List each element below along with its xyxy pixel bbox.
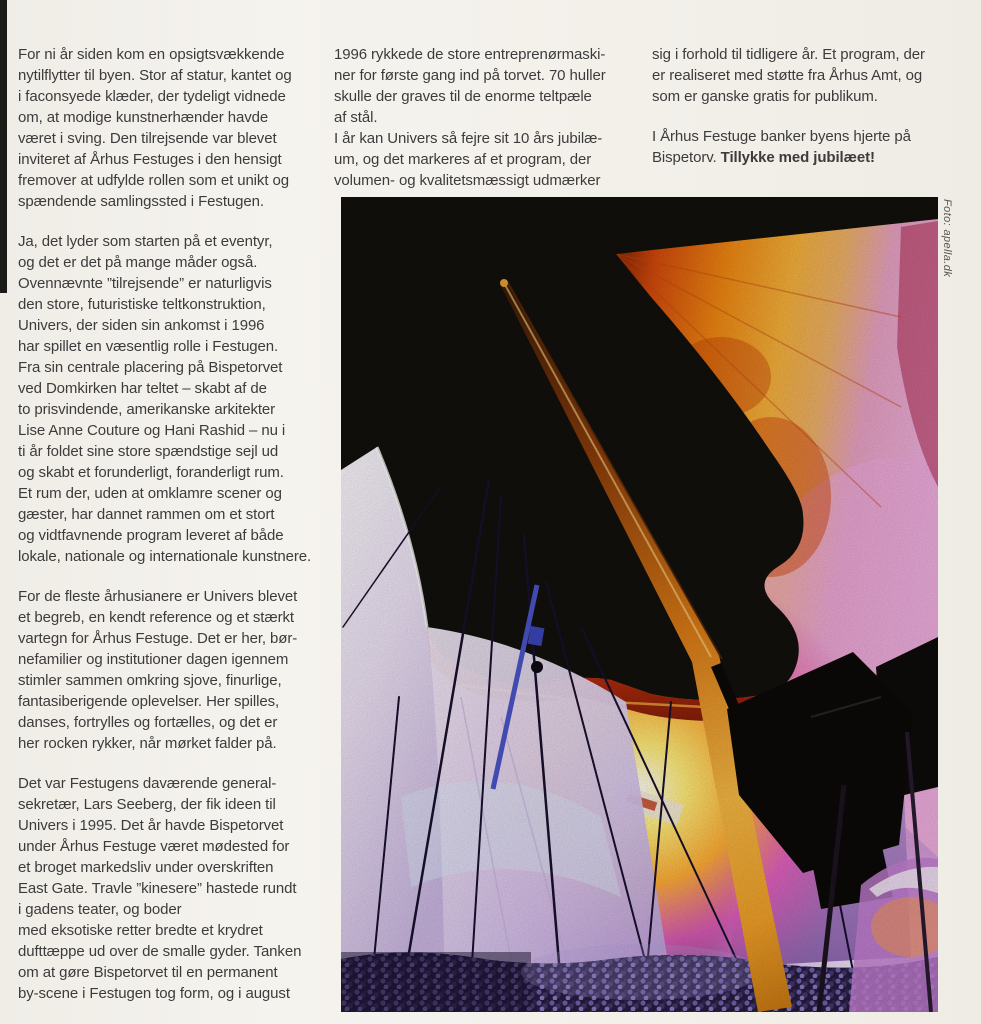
paragraph: For ni år siden kom en opsigtsvækkende nytilflytter til byen. Stor af statur, kantet og i faconsyede klæder, der tydeligt vidnede om, at modige kunstnerhænder havde været i sving. Den tilrejsende var blevet inviteret af Århus Festuges i den hensigt fremover at udfylde rollen som et unikt og spændende samlingssted i Festugen. [18,46,292,210]
closing-line: I Århus Festuge banker byens hjerte på [652,128,911,145]
paragraph: 1996 rykkede de store entreprenørmaski- ner for første gang ind på torvet. 70 huller skulle der graves til de enorme teltpæle af stål. I år kan Univers så fejre sit 10 års jubilæ- um, og det markeres af et program, der volumen- og kvalitetsmæssigt udmærker [334,46,606,189]
festival-photo [341,197,938,1012]
article-column-middle [334,44,646,210]
paragraph: Ja, det lyder som starten på et eventyr, og det er det på mange måder også. Ovennævnte ”tilrejsende” er naturligvis den store, futuristiske teltkonstruktion, Univers, der siden sin ankomst i 1996 har spillet en væsentlig rolle i Festugen. Fra sin centrale placering på Bispetorvet ved Domkirken har teltet – skabt af de to prisvindende, amerikanske arkitekter Lise Anne Couture og Hani Rashid – nu i ti år foldet sine store spændstige sejl ud og skabt et forunderligt, foranderligt rum. Et rum der, uden at omklamre scener og gæster, har dannet rammen om et stort og vidtfavnende program leveret af både lokale, nationale og internationale kunstnere. [18,233,312,565]
article-column-left [18,44,333,1023]
paragraph: sig i forhold til tidligere år. Et program, der er realiseret med støtte fra Århus Amt, og som er ganske gratis for publikum. [652,46,925,105]
photo-credit: Foto: apella.dk [941,199,953,278]
closing-line-normal: Bispetorv. [652,149,721,166]
paragraph: For de fleste århusianere er Univers blevet et begreb, en kendt reference og et stærkt vartegn for Århus Festuge. Det er her, bør- nefamilier og institutioner dagen igennem stimler sammen omkring sjove, finurlige, fantasiberigende oplevelser. Her spilles, danses, fortrylles og fortælles, og det er her rocken rykker, når mørket falder på. [18,588,298,752]
article-column-right [652,44,978,187]
closing-line-bold: Tillykke med jubilæet! [720,149,875,166]
paragraph-closing [652,126,978,168]
paragraph: Det var Festugens daværende general- sekretær, Lars Seeberg, der fik ideen til Univers i 1995. Det år havde Bispetorvet under Århus Festuge været mødested for et broget markedsliv under overskriften East Gate. Travle ”kinesere” hastede rundt i gadens teater, og boder med eksotiske retter bredte et krydret dufttæppe ud over de smalle gyder. Tanken om at gøre Bispetorvet til en permanent by-scene i Festugen tog form, og i august [18,775,302,1002]
festival-photo-graphic [341,197,938,1012]
scan-edge-artifact [0,0,7,293]
